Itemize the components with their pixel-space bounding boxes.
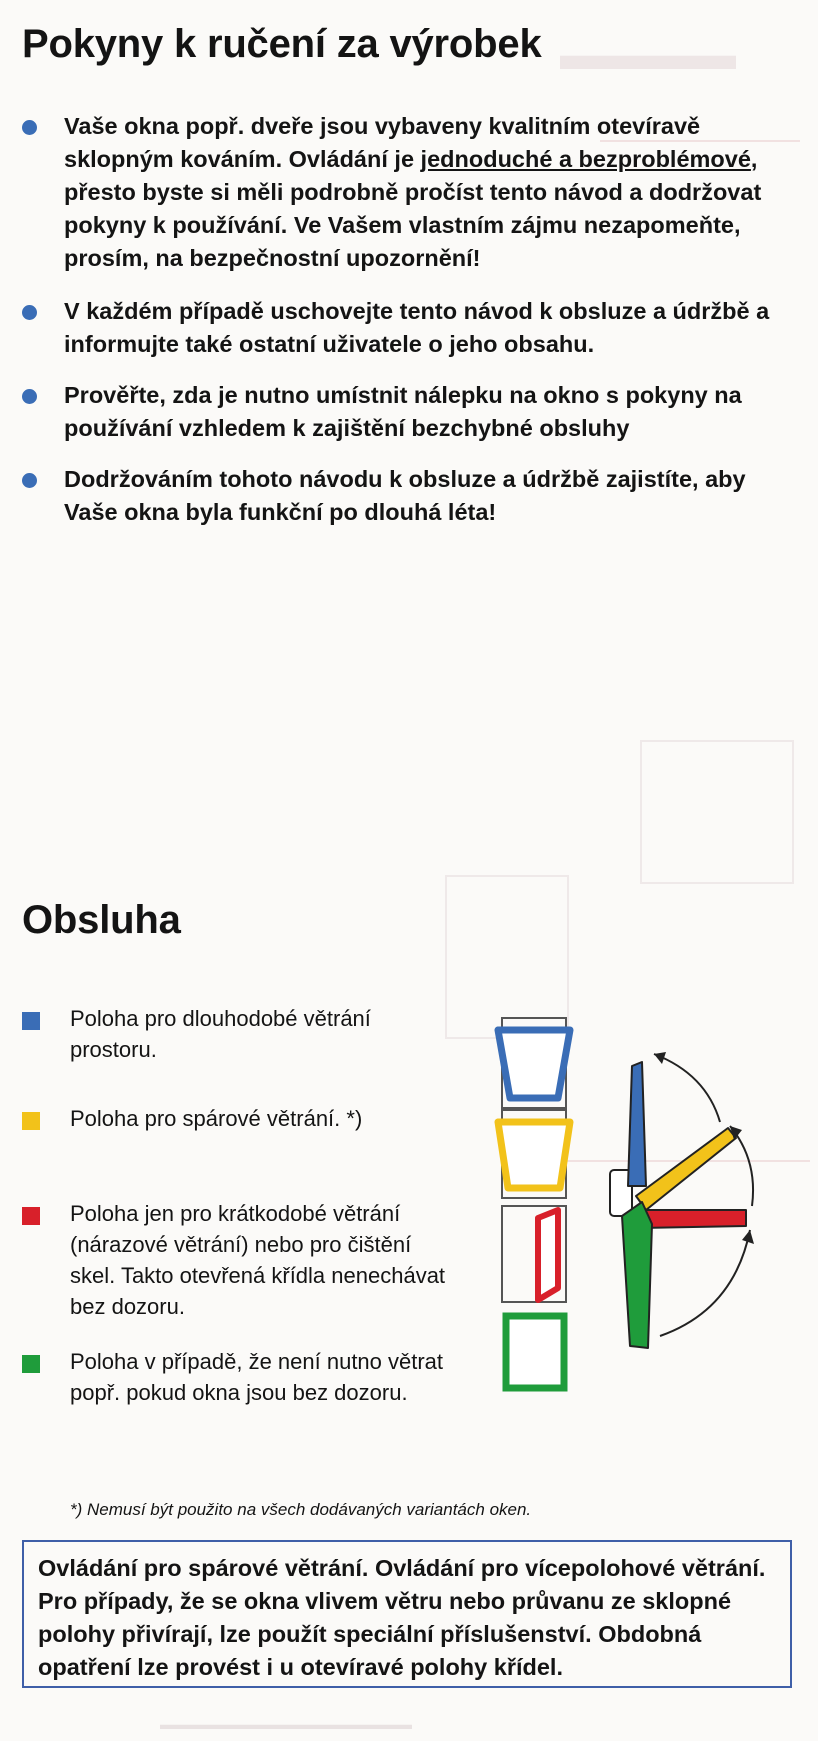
footnote: *) Nemusí být použito na všech dodávaných variantách oken. xyxy=(70,1500,532,1519)
legend-text: Poloha v případě, že není nutno větrat popř. pokud okna jsou bez dozoru. xyxy=(70,1349,444,1405)
legend-text: Poloha jen pro krátkodobé větrání (nárazové větrání) nebo pro čištění skel. Takto otevřená křídla nenechávat bez dozoru. xyxy=(70,1201,446,1319)
bullet-item xyxy=(22,295,792,361)
circle-bullet-icon xyxy=(22,305,37,320)
color-square-icon xyxy=(22,1207,40,1225)
info-box-text: Ovládání pro spárové větrání. Ovládání pro vícepolohové větrání. Pro případy, že se okna vlivem větru nebo průvanu ze sklopné polohy přivírají, lze použít speciální příslušenství. Obdobná opatření lze provést i u otevíravé polohy křídel. xyxy=(38,1555,766,1680)
bleed-through-footer: ▬▬▬▬▬▬▬▬▬▬▬▬▬▬▬▬▬▬ xyxy=(160,1716,412,1732)
color-square-icon xyxy=(22,1112,40,1130)
bullet-item xyxy=(22,379,792,445)
bullet-text-underlined: jednoduché a bezproblémové xyxy=(420,146,751,172)
bullet-text: Dodržováním tohoto návodu k obsluze a údržbě zajistíte, aby Vaše okna byla funkční po dlouhá léta! xyxy=(64,466,746,525)
color-square-icon xyxy=(22,1355,40,1373)
color-square-icon xyxy=(22,1012,40,1030)
circle-bullet-icon xyxy=(22,120,37,135)
closed-position-symbol xyxy=(506,1316,564,1388)
bleed-through-shadow: ▬▬▬▬ xyxy=(560,30,736,79)
bullet-text-start: Vaše okna popř. dveře jsou vybaveny kvalitním otevíravě sklopným kováním. Ovládání je xyxy=(64,113,701,172)
accessory-info-box xyxy=(22,1540,792,1688)
handle-diagram xyxy=(610,1052,754,1348)
product-care-title: Pokyny k ručení za výrobek xyxy=(22,22,542,66)
bullet-text: Prověřte, zda je nutno umístnit nálepku na okno s pokyny na používání vzhledem k zajištění bezchybné obsluhy xyxy=(64,382,742,441)
legend-text: Poloha pro dlouhodobé větrání prostoru. xyxy=(70,1006,371,1062)
circle-bullet-icon xyxy=(22,389,37,404)
circle-bullet-icon xyxy=(22,473,37,488)
bullet-text: V každém případě uschovejte tento návod k obsluze a údržbě a informujte také ostatní uživatele o jeho obsahu. xyxy=(64,298,770,357)
bullet-text-end: , přesto byste si měli podrobně pročíst tento návod a dodržovat pokyny k používání. Ve Vašem vlastním zájmu nezapomeňte, prosím, na bezpečnostní upozornění! xyxy=(64,146,762,271)
care-bullet-list xyxy=(22,110,792,529)
operation-title: Obsluha xyxy=(22,898,181,942)
bleed-through-figure xyxy=(640,740,794,884)
turn-position-symbol xyxy=(502,1206,566,1302)
tilt-position-symbol xyxy=(498,1018,570,1108)
bullet-item xyxy=(22,110,792,275)
window-handle-positions-icon xyxy=(490,1010,800,1450)
legend-text: Poloha pro spárové větrání. *) xyxy=(70,1106,363,1131)
gap-position-symbol xyxy=(498,1110,570,1198)
bullet-item xyxy=(22,463,792,529)
